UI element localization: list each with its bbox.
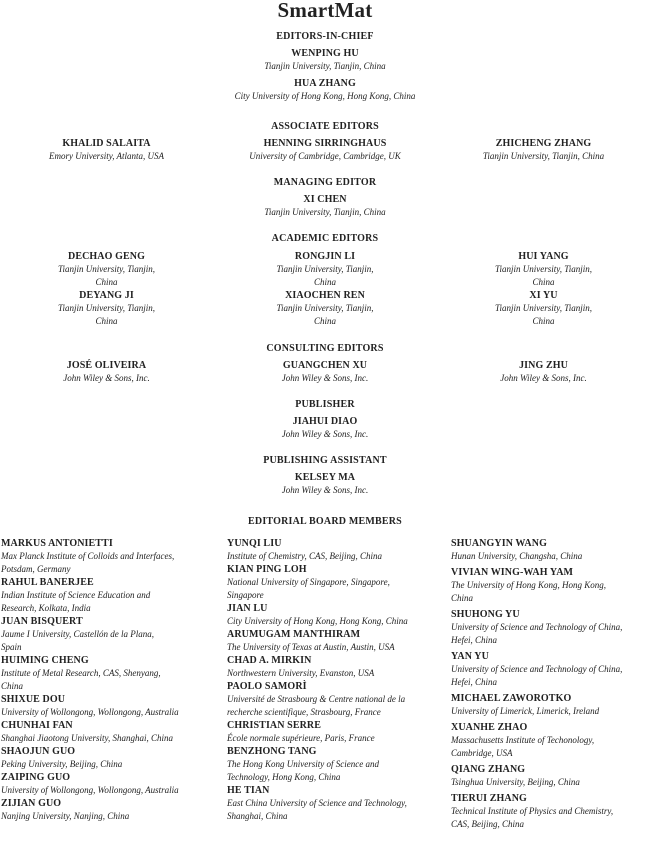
member-affiliation: City University of Hong Kong, Hong Kong, China <box>227 616 408 626</box>
editor-affiliation: John Wiley & Sons, Inc. <box>500 373 587 383</box>
member-affiliation: Massachusetts Institute of Techonology, <box>451 735 595 745</box>
publisher-section <box>0 398 650 441</box>
board-member <box>227 628 449 654</box>
member-affiliation: Technology, Hong Kong, China <box>227 772 341 782</box>
editor-affiliation: Tianjin University, Tianjin, <box>57 264 155 274</box>
board-member <box>1 771 223 797</box>
member-name: CHRISTIAN SERRE <box>227 720 322 731</box>
board-member <box>1 745 223 771</box>
editor-affiliation: China <box>532 277 555 287</box>
member-name: HE TIAN <box>227 785 270 796</box>
member-affiliation: Cambridge, USA <box>451 748 513 758</box>
editor-entry <box>213 359 437 385</box>
editor-affiliation: China <box>95 277 118 287</box>
editor-affiliation: Tianjin University, Tianjin, China <box>482 151 605 161</box>
board-member <box>227 719 449 745</box>
editor-affiliation: University of Cambridge, Cambridge, UK <box>249 151 401 161</box>
editor-affiliation: China <box>313 316 336 326</box>
board-member <box>451 608 649 647</box>
member-name: CHUNHAI FAN <box>1 720 73 731</box>
member-name: PAOLO SAMORÌ <box>227 681 307 692</box>
board-member <box>1 797 223 823</box>
editor-name: JOSÉ OLIVEIRA <box>66 360 147 371</box>
editor-name: XIAOCHEN REN <box>285 290 365 301</box>
board-member <box>451 650 649 689</box>
member-affiliation: University of Wollongong, Wollongong, Australia <box>1 785 179 795</box>
member-name: MARKUS ANTONIETTI <box>1 538 113 549</box>
member-affiliation: Technical Institute of Physics and Chemistry, <box>451 806 614 816</box>
editor-name: RONGJIN LI <box>294 251 356 262</box>
board-member <box>451 566 649 605</box>
board-member <box>1 615 223 654</box>
board-member <box>227 654 449 680</box>
board-member <box>1 537 223 576</box>
editor-name: XI CHEN <box>303 194 347 205</box>
board-member <box>227 563 449 602</box>
member-name: XUANHE ZHAO <box>451 722 528 733</box>
editor-column <box>255 250 395 328</box>
editor-entry <box>7 137 207 163</box>
editor-entry <box>444 359 644 385</box>
editor-name: XI YU <box>529 290 558 301</box>
board-member <box>227 745 449 784</box>
member-affiliation: CAS, Beijing, China <box>451 819 524 829</box>
editor-column <box>37 250 177 328</box>
member-affiliation: Hefei, China <box>451 677 497 687</box>
board-member <box>451 721 649 760</box>
member-affiliation: Nanjing University, Nanjing, China <box>1 811 130 821</box>
member-affiliation: The Hong Kong University of Science and <box>227 759 379 769</box>
member-name: BENZHONG TANG <box>227 746 317 757</box>
editor-name: JING ZHU <box>519 360 568 371</box>
member-affiliation: University of Limerick, Limerick, Ireland <box>451 706 600 716</box>
editor-name: ZHICHENG ZHANG <box>495 138 592 149</box>
editor-name: HUI YANG <box>518 251 569 262</box>
section-heading: EDITORS-IN-CHIEF <box>276 31 374 42</box>
academic-editors-grid <box>0 250 650 328</box>
member-affiliation: The University of Hong Kong, Hong Kong, <box>451 580 606 590</box>
member-affiliation: University of Wollongong, Wollongong, Australia <box>1 707 179 717</box>
board-member <box>451 792 649 831</box>
member-affiliation: Shanghai, China <box>227 811 288 821</box>
member-affiliation: Institute of Metal Research, CAS, Shenyang, <box>1 668 161 678</box>
member-name: YAN YU <box>451 651 489 662</box>
member-affiliation: Université de Strasbourg & Centre national de la <box>227 694 406 704</box>
section-heading: PUBLISHER <box>295 399 355 410</box>
member-name: CHAD A. MIRKIN <box>227 655 312 666</box>
editors-in-chief-section <box>0 30 650 103</box>
board-member <box>1 576 223 615</box>
member-affiliation: Spain <box>1 642 22 652</box>
member-affiliation: China <box>1 681 24 691</box>
academic-editors-heading <box>0 232 650 245</box>
editor-affiliation: China <box>532 316 555 326</box>
member-affiliation: East China University of Science and Technology, <box>227 798 407 808</box>
member-affiliation: Max Planck Institute of Colloids and Interfaces, <box>1 551 175 561</box>
editor-affiliation: China <box>95 316 118 326</box>
editor-affiliation: Tianjin University, Tianjin, China <box>264 207 386 217</box>
editor-name: WENPING HU <box>291 48 359 59</box>
member-affiliation: Peking University, Beijing, China <box>1 759 123 769</box>
member-affiliation: Hefei, China <box>451 635 497 645</box>
editor-name: KELSEY MA <box>294 472 356 483</box>
member-name: TIERUI ZHANG <box>451 793 527 804</box>
editor-name: KHALID SALAITA <box>62 138 151 149</box>
editor-name: JIAHUI DIAO <box>292 416 358 427</box>
member-name: ARUMUGAM MANTHIRAM <box>227 629 361 640</box>
member-name: RAHUL BANERJEE <box>1 577 94 588</box>
editor-affiliation: City University of Hong Kong, Hong Kong, China <box>234 91 416 101</box>
member-affiliation: Potsdam, Germany <box>1 564 71 574</box>
editor-affiliation: Emory University, Atlanta, USA <box>48 151 165 161</box>
member-name: SHUHONG YU <box>451 609 520 620</box>
member-affiliation: Singapore <box>227 590 264 600</box>
member-name: JIAN LU <box>227 603 268 614</box>
editor-affiliation: Tianjin University, Tianjin, <box>57 303 155 313</box>
editor-affiliation: China <box>313 277 336 287</box>
member-name: VIVIAN WING-WAH YAM <box>451 567 574 578</box>
board-member <box>451 763 649 789</box>
consulting-editors-heading <box>0 342 650 355</box>
member-name: SHIXUE DOU <box>1 694 66 705</box>
section-heading: PUBLISHING ASSISTANT <box>263 455 387 466</box>
member-affiliation: China <box>451 593 474 603</box>
member-name: ZIJIAN GUO <box>1 798 62 809</box>
member-affiliation: recherche scientifique, Strasbourg, France <box>227 707 381 717</box>
section-heading: CONSULTING EDITORS <box>266 343 384 354</box>
board-member <box>1 719 223 745</box>
member-name: QIANG ZHANG <box>451 764 526 775</box>
board-member <box>1 654 223 693</box>
member-name: YUNQI LIU <box>227 538 282 549</box>
board-member <box>1 693 223 719</box>
consulting-editors-row <box>0 359 650 385</box>
editor-affiliation: John Wiley & Sons, Inc. <box>63 373 150 383</box>
board-member <box>227 680 449 719</box>
board-member <box>227 784 449 823</box>
managing-editor-section <box>0 176 650 219</box>
board-member <box>451 692 649 718</box>
member-name: SHUANGYIN WANG <box>451 538 547 549</box>
editor-column <box>474 250 614 328</box>
board-column <box>227 537 449 823</box>
editor-affiliation: Tianjin University, Tianjin, <box>494 303 592 313</box>
editor-affiliation: Tianjin University, Tianjin, <box>276 264 374 274</box>
section-heading: MANAGING EDITOR <box>273 177 377 188</box>
member-affiliation: Tsinghua University, Beijing, China <box>451 777 580 787</box>
board-column <box>1 537 223 823</box>
editor-affiliation: Tianjin University, Tianjin, <box>494 264 592 274</box>
journal-title: SmartMat <box>277 0 373 22</box>
member-affiliation: Institute of Chemistry, CAS, Beijing, China <box>227 551 382 561</box>
editor-name: DECHAO GENG <box>68 251 145 262</box>
editorial-board-columns <box>0 537 650 844</box>
member-affiliation: National University of Singapore, Singapore, <box>227 577 390 587</box>
board-column <box>451 537 649 831</box>
editor-affiliation: Tianjin University, Tianjin, <box>276 303 374 313</box>
publishing-assistant-section <box>0 454 650 497</box>
section-heading: EDITORIAL BOARD MEMBERS <box>248 516 402 527</box>
member-name: KIAN PING LOH <box>227 564 307 575</box>
editor-name: DEYANG JI <box>79 290 134 301</box>
editor-entry <box>7 359 207 385</box>
board-member <box>227 537 449 563</box>
section-heading: ASSOCIATE EDITORS <box>271 121 379 132</box>
board-member <box>227 602 449 628</box>
editor-affiliation: Tianjin University, Tianjin, China <box>264 61 386 71</box>
editor-affiliation: John Wiley & Sons, Inc. <box>281 373 369 383</box>
associate-editors-row <box>0 137 650 163</box>
member-affiliation: The University of Texas at Austin, Austin, USA <box>227 642 395 652</box>
editor-entry <box>444 137 644 163</box>
member-name: SHAOJUN GUO <box>1 746 76 757</box>
board-member <box>451 537 649 563</box>
member-affiliation: Jaume I University, Castellón de la Plana, <box>1 629 154 639</box>
associate-editors-heading <box>0 120 650 133</box>
member-affiliation: École normale supérieure, Paris, France <box>227 733 375 743</box>
section-heading: ACADEMIC EDITORS <box>271 233 379 244</box>
editor-affiliation: John Wiley & Sons, Inc. <box>281 429 369 439</box>
member-name: JUAN BISQUERT <box>1 616 83 627</box>
member-affiliation: Hunan University, Changsha, China <box>451 551 583 561</box>
editor-name: HENNING SIRRINGHAUS <box>263 138 387 149</box>
member-name: HUIMING CHENG <box>1 655 89 666</box>
member-affiliation: Northwestern University, Evanston, USA <box>227 668 375 678</box>
member-affiliation: Indian Institute of Science Education and <box>1 590 151 600</box>
member-affiliation: Research, Kolkata, India <box>1 603 91 613</box>
member-affiliation: University of Science and Technology of China, <box>451 622 623 632</box>
member-affiliation: University of Science and Technology of China, <box>451 664 623 674</box>
member-name: ZAIPING GUO <box>1 772 71 783</box>
editor-affiliation: John Wiley & Sons, Inc. <box>281 485 369 495</box>
member-name: MICHAEL ZAWOROTKO <box>451 693 572 704</box>
editor-entry <box>213 137 437 163</box>
editorial-board-heading <box>0 515 650 528</box>
editor-name: HUA ZHANG <box>294 78 356 89</box>
member-affiliation: Shanghai Jiaotong University, Shanghai, China <box>1 733 173 743</box>
editor-name: GUANGCHEN XU <box>282 360 368 371</box>
